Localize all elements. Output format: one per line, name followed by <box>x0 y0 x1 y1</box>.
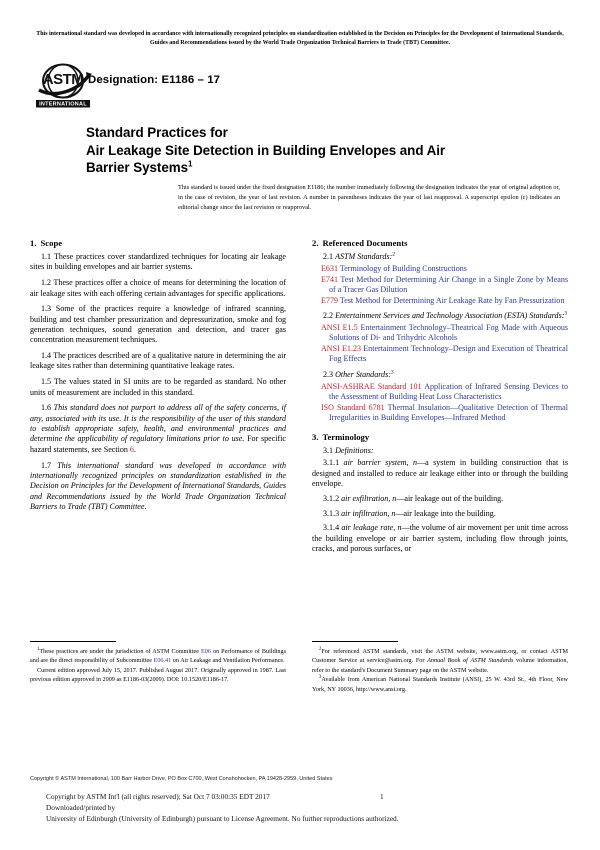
subsection-2-2-heading: 2.2 Entertainment Services and Technology Association (ESTA) Standards:$^3$ <box>323 310 568 321</box>
paragraph-1-1: 1.1 These practices cover standardized techniques for locating air leakage sites in building envelopes and air barrier systems. <box>30 252 287 272</box>
reference-id: ANSI-ASHRAE Standard 101 <box>321 381 422 391</box>
copyright-notice: Copyright © ASTM International, 100 Barr Harbor Drive, PO Box C700, West Conshohocken, PA 19428-2959, United States <box>30 776 333 782</box>
svg-text:INTERNATIONAL: INTERNATIONAL <box>39 101 87 108</box>
reference-id: E741 <box>321 274 338 284</box>
title-line-2: Air Leakage Site Detection in Building Envelopes and Air <box>86 142 446 158</box>
reference-entry[interactable] <box>312 296 568 306</box>
reference-title: Test Method for Determining Air Change in a Single Zone by Means of a Tracer Gas Dilution <box>329 274 568 295</box>
page-number: 1 <box>380 792 384 801</box>
tbt-banner: This international standard was developed in accordance with internationally recognized principles on standardization established in the Decision on Principles for the Development of International Standards, Guides and Recommendations issued by the World Trade Organization Technical Barriers to Trade (TBT) Committee. <box>36 31 564 47</box>
footnote-edition-note: Current edition approved July 15, 2017. Published August 2017. Originally approved in 1987. Last previous edition approved in 2009 as E1186-03(2009). DOI: 10.1520/E1186-17. <box>30 667 286 684</box>
reference-title: Thermal Insulation—Qualitative Detection of Thermal Irregularities in Building Envelopes—Infrared Method <box>329 402 568 423</box>
stamp-line-3: University of Edinburgh (University of Edinburgh) pursuant to License Agreement. No further reproductions authorized. <box>46 814 399 824</box>
definition-3-1-2: 3.1.2 air exfiltration, n—air leakage out of the building. <box>323 493 504 503</box>
footnotes-right <box>312 647 568 694</box>
paragraph-1-6: 1.6 This standard does not purport to address all of the safety concerns, if any, associated with its use. It is the responsibility of the user of this standard to establish appropriate safety, health, and environmental practices and determine the applicability of regulatory limitations prior to use. For specific hazard statements, see Section 6. <box>30 403 286 454</box>
subcommittee-e0641-link[interactable]: E06.41 <box>153 657 172 665</box>
title-line-1: Standard Practices for <box>86 125 228 140</box>
footnote-divider-left <box>30 641 116 642</box>
print-license-stamp <box>46 791 566 824</box>
reference-title: Entertainment Technology–Theatrical Fog Made with Aqueous Solutions of Di- and Trihydric Alcohols <box>329 323 568 343</box>
stamp-line-2: Downloaded/printed by <box>46 803 116 813</box>
stamp-line-1: Copyright by ASTM Int'l (all rights reserved); Sat Oct 7 03:00:35 EDT 2017 1 <box>46 792 384 801</box>
subsection-2-1-heading: 2.1 ASTM Standards:$^2$ <box>323 251 396 262</box>
footnote-3: $^3$Available from American National Standards Institute (ANSI), 25 W. 43rd St., 4th Floor, New York, NY 10036, http://www.ansi.org. <box>312 675 568 693</box>
definition-3-1-1: 3.1.1 air barrier system, n—a system in building construction that is designed and installed to reduce air leakage either into or through the building envelope. <box>312 458 568 488</box>
reference-id: ANSI E1.5 <box>321 323 358 332</box>
reference-id: E779 <box>321 295 338 305</box>
issue-note: This standard is issued under the fixed designation E1186; the number immediately following the designation indicates the year of original adoption or, in the case of revision, the year of last revision. A number in parentheses indicates the year of last reapproval. A superscript epsilon (ε) indicates an editorial change since the last revision or reapproval. <box>178 184 560 212</box>
reference-title: Entertainment Technology–Design and Execution of Theatrical Fog Effects <box>329 344 568 364</box>
reference-entry[interactable] <box>312 264 568 274</box>
footnote-divider-right <box>312 641 398 642</box>
section-heading-terminology: 3. Terminology <box>312 432 370 443</box>
reference-entry[interactable] <box>312 323 568 344</box>
svg-text:ASTM: ASTM <box>42 71 84 88</box>
reference-id: ANSI E1.23 <box>321 344 362 354</box>
astm-international-logo-icon <box>34 62 96 110</box>
definition-3-1-3: 3.1.3 air infiltration, n—air leakage into the building. <box>323 508 496 518</box>
committee-e06-link[interactable]: E06 <box>201 648 211 655</box>
reference-id: ISO Standard 6781 <box>321 402 385 412</box>
footnote-1: $^1$These practices are under the jurisdiction of ASTM Committee E06 on Performance of Buildings and are the direct responsibility of Subcommittee E06.41 on Air Leakage and Ventilation Performance. <box>30 646 286 665</box>
section-number: 1. <box>30 238 37 248</box>
title-line-3: Barrier Systems$^1$ <box>86 159 193 176</box>
reference-title: Test Method for Determining Air Leakage Rate by Fan Pressurization <box>339 295 565 305</box>
reference-entry[interactable] <box>312 275 568 296</box>
reference-entry[interactable] <box>312 403 568 424</box>
definition-3-1-4: 3.1.4 air leakage rate, n—the volume of air movement per unit time across the building envelope or air barrier system, including flow through joints, cracks, and porous surfaces, or <box>312 523 568 554</box>
right-column <box>312 238 568 559</box>
reference-entry[interactable] <box>312 382 568 403</box>
paragraph-1-7: 1.7 This international standard was developed in accordance with internationally recognized principles on standardization established in the Decision on Principles for the Development of International Standards, Guides and Recommendations issued by the World Trade Organization Technical Barriers to Trade (TBT) Committee. <box>30 460 286 511</box>
section-heading-scope <box>30 238 286 249</box>
designation-label: Designation: E1186 – 17 <box>88 74 221 86</box>
subsection-2-3-heading: 2.3 Other Standards:$^3$ <box>323 369 394 379</box>
left-column <box>30 238 286 518</box>
footnote-2: $^2$For referenced ASTM standards, visit the ASTM website, www.astm.org, or contact ASTM Customer Service at service@astm.org. For Annual Book of ASTM Standards volume information, refer to the standard's Document Summary page on the ASTM website. <box>312 646 569 674</box>
section-title: Scope <box>40 238 63 248</box>
paragraph-1-4: 1.4 The practices described are of a qualitative nature in determining the air leakage sites rather than determining quantitative leakage rates. <box>30 351 286 371</box>
page-title <box>86 124 556 177</box>
reference-title: Terminology of Building Constructions <box>339 263 467 273</box>
paragraph-1-2: 1.2 These practices offer a choice of means for determining the location of air leakage sites with each offering certain advantages for specific applications. <box>30 278 286 298</box>
reference-entry[interactable] <box>312 344 568 365</box>
section-heading-referenced-documents: 2. Referenced Documents <box>312 238 408 248</box>
paragraph-1-5: 1.5 The values stated in SI units are to be regarded as standard. No other units of measurement are included in this standard. <box>30 377 287 397</box>
section-6-link[interactable]: 6 <box>129 444 134 454</box>
reference-id: E631 <box>321 263 338 273</box>
paragraph-1-3: 1.3 Some of the practices require a knowledge of infrared scanning, building and test chamber pressurization and depressurization, smoke and fog generation techniques, sound generation and detection, and tracer gas concentration measurement techniques. <box>30 304 286 345</box>
title-footnote-marker: 1 <box>187 159 193 169</box>
reference-title: Application of Infrared Sensing Devices to the Assessment of Building Heat Loss Characteristics <box>329 381 568 401</box>
subsection-3-1-heading: 3.1 Definitions: <box>323 446 374 456</box>
footnotes-left <box>30 647 286 685</box>
header-logo-row <box>34 62 554 114</box>
